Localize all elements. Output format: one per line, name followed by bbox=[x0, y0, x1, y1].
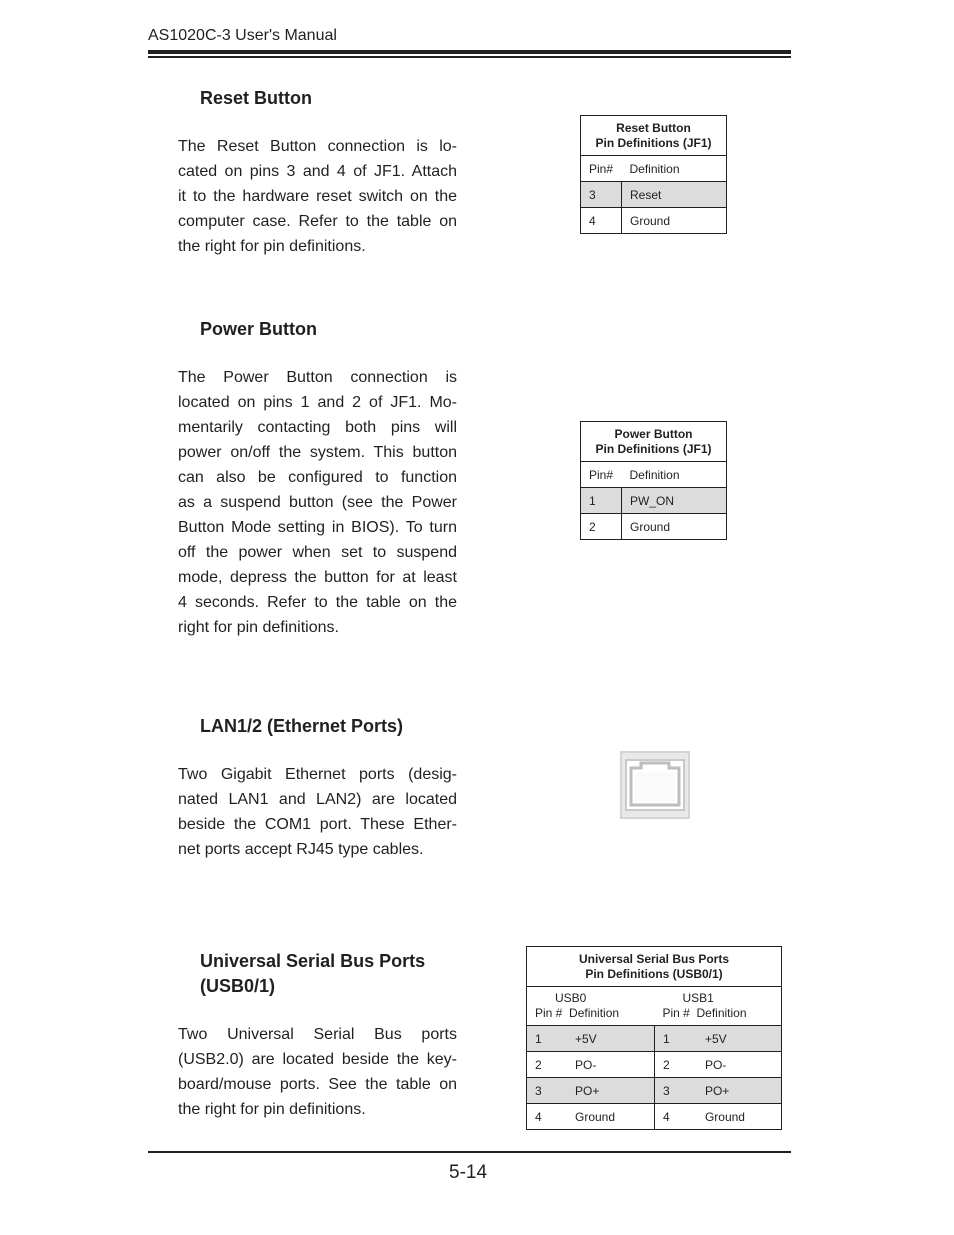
page-number: 5-14 bbox=[449, 1162, 488, 1183]
usb-heading-line2: (USB0/1) bbox=[200, 976, 276, 996]
text-line: The Power Button connection is bbox=[178, 369, 457, 386]
usb1-label: USB1 bbox=[682, 991, 714, 1005]
running-header: AS1020C-3 User's Manual bbox=[148, 27, 337, 44]
text-line: board/mouse ports. See the table on bbox=[178, 1076, 457, 1093]
pin-cell: 3 bbox=[581, 182, 622, 208]
power-paragraph bbox=[178, 365, 457, 640]
col-def-header: Definition bbox=[622, 156, 727, 182]
usb0-header bbox=[527, 987, 655, 1026]
usb0-cols bbox=[535, 1006, 646, 1021]
table-title-line1: Reset Button bbox=[616, 121, 691, 135]
usb-paragraph bbox=[178, 1022, 457, 1122]
pin-cell: 3 bbox=[654, 1078, 697, 1104]
table-row bbox=[527, 1026, 782, 1052]
table-row bbox=[527, 1052, 782, 1078]
lan-paragraph bbox=[178, 762, 457, 862]
rj45-port-icon bbox=[620, 751, 690, 819]
text-line: Two Universal Serial Bus ports bbox=[178, 1026, 457, 1043]
definition-cell: PO- bbox=[697, 1052, 782, 1078]
col-def-header: Definition bbox=[569, 1006, 620, 1020]
text-line: (USB2.0) are located beside the key- bbox=[178, 1051, 457, 1068]
table-header-row bbox=[581, 156, 727, 182]
text-line: net ports accept RJ45 type cables. bbox=[178, 841, 424, 858]
usb-pin-table bbox=[526, 946, 782, 1130]
text-line: mentarily contacting both pins will bbox=[178, 419, 457, 436]
pin-cell: 1 bbox=[654, 1026, 697, 1052]
text-line: the right for pin definitions. bbox=[178, 1101, 366, 1118]
text-line: off the power when set to suspend bbox=[178, 544, 457, 561]
definition-cell: PW_ON bbox=[622, 488, 727, 514]
definition-cell: Ground bbox=[622, 514, 727, 540]
text-line: nated LAN1 and LAN2) are located bbox=[178, 791, 457, 808]
usb-heading-line1: Universal Serial Bus Ports bbox=[200, 951, 426, 971]
table-row bbox=[581, 208, 727, 234]
pin-cell: 2 bbox=[527, 1052, 568, 1078]
text-line: Button Mode setting in BIOS). To turn bbox=[178, 519, 457, 536]
text-line: the right for pin definitions. bbox=[178, 238, 366, 255]
col-def-header: Definition bbox=[696, 1006, 747, 1020]
col-pin-header: Pin # bbox=[662, 1006, 690, 1020]
pin-cell: 4 bbox=[654, 1104, 697, 1130]
usb1-header bbox=[654, 987, 781, 1026]
reset-heading: Reset Button bbox=[200, 88, 312, 108]
pin-cell: 1 bbox=[527, 1026, 568, 1052]
lan-heading: LAN1/2 (Ethernet Ports) bbox=[200, 716, 404, 736]
reset-pin-table bbox=[580, 115, 727, 234]
table-row bbox=[527, 1104, 782, 1130]
text-line: can also be configured to function bbox=[178, 469, 457, 486]
text-line: mode, depress the button for at least bbox=[178, 569, 457, 586]
definition-cell: Ground bbox=[567, 1104, 654, 1130]
table-row bbox=[581, 488, 727, 514]
pin-cell: 1 bbox=[581, 488, 622, 514]
table-title bbox=[581, 116, 727, 156]
col-pin-header: Pin# bbox=[581, 462, 622, 488]
pin-cell: 2 bbox=[654, 1052, 697, 1078]
usb1-cols bbox=[662, 1006, 773, 1021]
footer-rule bbox=[148, 1151, 791, 1153]
text-line: as a suspend button (see the Power bbox=[178, 494, 457, 511]
table-title-line2: Pin Definitions (JF1) bbox=[595, 136, 712, 150]
definition-cell: Reset bbox=[622, 182, 727, 208]
usb0-label: USB0 bbox=[555, 991, 587, 1005]
pin-cell: 2 bbox=[581, 514, 622, 540]
definition-cell: PO+ bbox=[567, 1078, 654, 1104]
text-line: computer case. Refer to the table on bbox=[178, 213, 457, 230]
text-line: it to the hardware reset switch on the bbox=[178, 188, 457, 205]
table-header-row bbox=[581, 462, 727, 488]
text-line: right for pin definitions. bbox=[178, 619, 339, 636]
text-line: beside the COM1 port. These Ether- bbox=[178, 816, 457, 833]
table-row bbox=[527, 1078, 782, 1104]
text-line: The Reset Button connection is lo- bbox=[178, 138, 457, 155]
pin-cell: 4 bbox=[581, 208, 622, 234]
pin-cell: 4 bbox=[527, 1104, 568, 1130]
col-pin-header: Pin # bbox=[535, 1006, 563, 1020]
table-row bbox=[581, 182, 727, 208]
col-def-header: Definition bbox=[622, 462, 727, 488]
usb-heading bbox=[200, 949, 425, 999]
text-line: Two Gigabit Ethernet ports (desig- bbox=[178, 766, 457, 783]
power-heading: Power Button bbox=[200, 319, 317, 339]
table-title-line1: Universal Serial Bus Ports bbox=[578, 952, 730, 966]
definition-cell: Ground bbox=[697, 1104, 782, 1130]
header-rule bbox=[148, 50, 791, 54]
table-title-line2: Pin Definitions (JF1) bbox=[595, 442, 712, 456]
table-title-line1: Power Button bbox=[614, 427, 693, 441]
definition-cell: +5V bbox=[697, 1026, 782, 1052]
definition-cell: +5V bbox=[567, 1026, 654, 1052]
header-rule-thin bbox=[148, 56, 791, 58]
table-row bbox=[581, 514, 727, 540]
table-title bbox=[527, 947, 782, 987]
reset-paragraph bbox=[178, 134, 457, 259]
definition-cell: PO- bbox=[567, 1052, 654, 1078]
text-line: 4 seconds. Refer to the table on the bbox=[178, 594, 457, 611]
table-title bbox=[581, 422, 727, 462]
col-pin-header: Pin# bbox=[581, 156, 622, 182]
text-line: power on/off the system. This button bbox=[178, 444, 457, 461]
definition-cell: Ground bbox=[622, 208, 727, 234]
pin-cell: 3 bbox=[527, 1078, 568, 1104]
table-title-line2: Pin Definitions (USB0/1) bbox=[585, 967, 723, 981]
table-header-row bbox=[527, 987, 782, 1026]
power-pin-table bbox=[580, 421, 727, 540]
text-line: cated on pins 3 and 4 of JF1. Attach bbox=[178, 163, 457, 180]
text-line: located on pins 1 and 2 of JF1. Mo- bbox=[178, 394, 457, 411]
definition-cell: PO+ bbox=[697, 1078, 782, 1104]
